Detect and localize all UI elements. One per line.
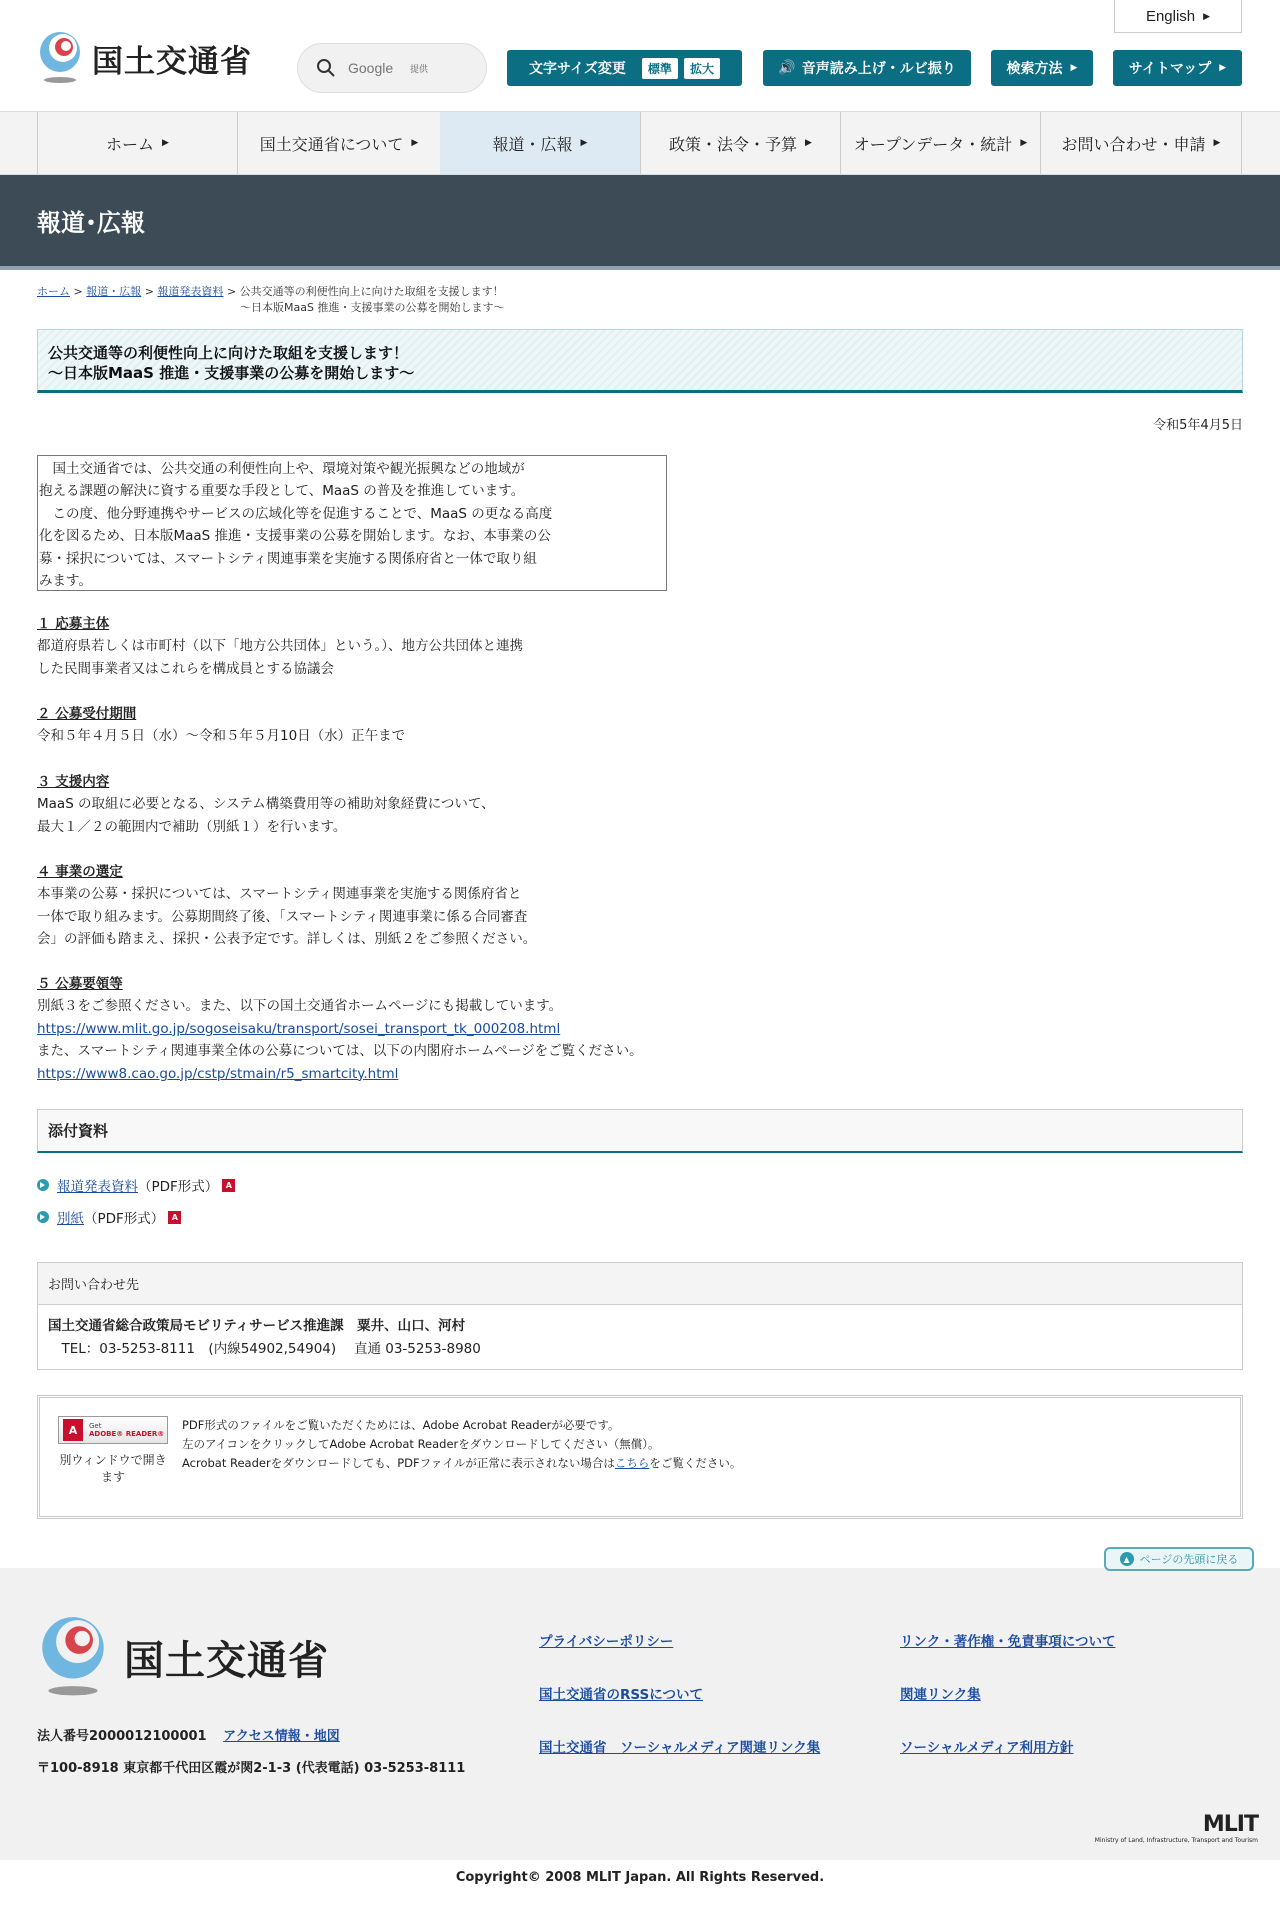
acrobat-line3-post: をご覧ください。 [649,1456,742,1470]
page-title [37,329,1243,393]
privacy-policy-link[interactable]: プライバシーポリシー [539,1634,674,1650]
nav-item-about[interactable] [237,112,440,174]
section-heading: ２ 公募受付期間 [37,706,137,722]
breadcrumb-current: 公共交通等の利便性向上に向けた取組を支援します！ [239,285,504,298]
attachments-heading: 添付資料 [37,1109,1243,1153]
mlit-guideline-link[interactable]: https://www.mlit.go.jp/sogoseisaku/transport/sosei_transport_tk_000208.html [37,1020,561,1037]
rss-link[interactable]: 国土交通省のRSSについて [539,1687,703,1703]
arrow-right-icon: ▶ [1219,63,1227,73]
font-size-label: 文字サイズ変更 [529,61,626,77]
section-guidelines [37,973,643,1085]
back-to-top-button[interactable] [1104,1547,1254,1571]
arrow-right-icon: ▶ [580,138,588,148]
contact-org: 国土交通省総合政策局モビリティサービス推進課 粟井、山口、河村 [48,1318,466,1334]
breadcrumb-current-cont: ～日本版MaaS 推進・支援事業の公募を開始します～ [240,301,505,314]
section-selection [37,861,536,951]
font-size-control [507,50,742,86]
acrobat-notice [37,1395,1243,1519]
nav-item-press[interactable] [440,112,640,174]
intro-line: 国土交通省では、公共交通の利便性向上や、環境対策や観光振興などの地域が [39,461,525,477]
acrobat-help-link[interactable]: こちら [614,1456,650,1470]
global-nav [0,111,1280,175]
section-applicant [37,613,523,680]
publish-date: 令和5年4月5日 [1153,418,1243,433]
site-header [0,0,1280,111]
page-section-title: 報道･広報 [0,175,1280,266]
site-logo[interactable] [36,30,252,86]
corp-number: 法人番号2000012100001 [37,1729,207,1744]
intro-box [37,455,667,591]
acrobat-line1: PDF形式のファイルをご覧いただくためには、Adobe Acrobat Readerが必要です。 [182,1418,620,1432]
section-period [37,703,405,748]
contact-tel: TEL：03-5253-8111 (内線54902,54904) 直通 03-5253-8980 [48,1341,481,1357]
arrow-right-icon: ▶ [805,138,812,148]
acrobat-line3-pre: Acrobat Readerをダウンロードしても、PDFファイルが正常に表示されない場合は [182,1456,615,1470]
search-method-button[interactable] [991,50,1093,86]
badge-name: ADOBE® READER® [89,1430,165,1438]
adobe-reader-icon: A [63,1419,83,1441]
related-links-link[interactable]: 関連リンク集 [900,1687,981,1703]
section-text: 一体で取り組みます。公募期間終了後、「スマートシティ関連事業に係る合同審査 [37,908,528,925]
search-provider-note: 提供 [410,64,429,75]
breadcrumb-press[interactable]: 報道・広報 [86,285,142,298]
social-media-policy-link[interactable]: ソーシャルメディア利用方針 [900,1740,1074,1756]
english-label: English [1145,7,1196,25]
contact-heading: お問い合わせ先 [38,1263,1242,1305]
mlit-mark: MLIT [1202,1812,1258,1837]
logo-text: 国土交通省 [92,43,252,80]
arrow-up-icon: ▲ [1120,1552,1134,1566]
section-heading: ４ 事業の選定 [37,864,123,880]
back-to-top-label: ページの先頭に戻る [1139,1553,1239,1566]
mlit-subtitle: Ministry of Land, Infrastructure, Transport and Tourism [1094,1837,1258,1844]
bullet-arrow-icon [37,1179,49,1191]
contact-box [37,1262,1243,1370]
badge-get: Get [89,1422,102,1430]
search-icon[interactable] [316,58,336,78]
section-text: 最大１／２の範囲内で補助（別紙１）を行います。 [37,818,347,835]
new-window-note: 別ウィンドウで開きます [59,1453,167,1484]
nav-item-label: 報道・広報 [492,134,573,154]
copyright-disclaimer-link[interactable]: リンク・著作権・免責事項について [900,1634,1116,1650]
search-input[interactable] [348,60,468,76]
section-heading: １ 応募主体 [37,616,110,632]
arrow-right-icon: ▶ [1020,138,1028,148]
nav-item-label: ホーム [106,134,155,154]
arrow-right-icon: ▶ [1203,10,1211,21]
social-media-links-link[interactable]: 国土交通省 ソーシャルメディア関連リンク集 [539,1740,821,1756]
section-text: 別紙３をご参照ください。また、以下の国土交通省ホームページにも掲載しています。 [37,998,563,1015]
site-footer [0,1568,1280,1860]
nav-item-label: オープンデータ・統計 [853,134,1013,154]
search-box [297,43,487,93]
page-title-line2: ～日本版MaaS 推進・支援事業の公募を開始します～ [48,364,415,382]
sitemap-label: サイトマップ [1128,61,1212,77]
attachment-format: （PDF形式） [138,1179,219,1195]
footer-logo[interactable] [36,1614,329,1700]
nav-item-contact[interactable] [1040,112,1242,174]
attachment-annex-link[interactable]: 別紙 [57,1211,84,1227]
breadcrumb-home[interactable]: ホーム [37,285,70,298]
intro-line: この度、他分野連携やサービスの広域化等を促進することで、MaaS の更なる高度 [39,505,553,522]
mlit-wordmark [1095,1812,1258,1844]
intro-line: 募・採択については、スマートシティ関連事業を実施する関係府省と一体で取り組 [39,550,537,567]
nav-item-home[interactable] [37,112,237,174]
speech-ruby-label: 音声読み上げ・ルビ振り [801,61,956,77]
intro-line: 抱える課題の解決に資する重要な手段として、MaaS の普及を推進しています。 [39,483,525,500]
section-text: 令和５年４月５日（水）～令和５年５月10日（水）正午まで [37,728,406,745]
cao-smartcity-link[interactable]: https://www8.cao.go.jp/cstp/stmain/r5_smartcity.html [37,1065,399,1082]
arrow-right-icon: ▶ [1213,138,1221,148]
speaker-icon: 🔊 [778,60,796,76]
section-text: 本事業の公募・採択については、スマートシティ関連事業を実施する関係府省と [37,886,522,903]
section-support [37,771,495,838]
arrow-right-icon: ▶ [411,138,419,148]
breadcrumb-separator: > [144,285,158,298]
nav-item-label: 国土交通省について [259,134,404,154]
intro-line: みます。 [39,573,92,590]
section-text: した民間事業者又はこれらを構成員とする協議会 [37,660,334,677]
page-title-line1: 公共交通等の利便性向上に向けた取組を支援します！ [48,344,409,362]
attachment-format: （PDF形式） [84,1211,165,1227]
breadcrumb-separator: > [73,285,87,298]
mlit-logo-icon [36,30,84,86]
copyright: Copyright© 2008 MLIT Japan. All Rights Reserved. [455,1870,825,1885]
section-text: また、スマートシティ関連事業全体の公募については、以下の内閣府ホームページをご覧ください。 [37,1043,643,1060]
acrobat-line2: 左のアイコンをクリックしてAdobe Acrobat Readerをダウンロードしてください（無償）。 [182,1437,660,1451]
speech-ruby-button[interactable] [763,50,971,86]
footer-address: 〒100-8918 東京都千代田区霞が関2-1-3 (代表電話) 03-5253-8111 [37,1761,466,1776]
section-heading: ５ 公募要領等 [37,976,123,992]
breadcrumb-release[interactable]: 報道発表資料 [157,285,224,298]
search-method-label: 検索方法 [1006,61,1063,77]
nav-item-label: お問い合わせ・申請 [1061,134,1206,154]
nav-item-policy[interactable] [640,112,840,174]
arrow-right-icon: ▶ [1070,63,1078,73]
nav-item-label: 政策・法令・予算 [669,134,798,154]
section-text: 都道府県若しくは市町村（以下「地方公共団体」という。）、地方公共団体と連携 [37,638,523,655]
english-button[interactable] [1114,0,1242,33]
breadcrumb [37,284,504,316]
band-divider [0,266,1280,270]
section-heading: ３ 支援内容 [37,774,110,790]
footer-logo-text: 国土交通省 [124,1637,329,1684]
arrow-right-icon: ▶ [162,138,169,148]
attachment-press-release-link[interactable]: 報道発表資料 [57,1179,138,1195]
access-map-link[interactable]: アクセス情報・地図 [223,1729,340,1744]
section-text: MaaS の取組に必要となる、システム構築費用等の補助対象経費について、 [37,796,495,813]
pdf-icon: A [222,1179,235,1192]
font-size-standard-button[interactable]: 標準 [642,58,678,79]
sitemap-button[interactable] [1113,50,1242,86]
font-size-large-button[interactable]: 拡大 [684,58,720,79]
nav-item-opendata[interactable] [840,112,1040,174]
footer-corp-info [37,1725,340,1744]
attachment-item [37,1207,181,1227]
get-adobe-reader-button[interactable] [58,1416,168,1444]
section-text: 会」の評価も踏まえ、採択・公表予定です。詳しくは、別紙２をご参照ください。 [37,931,537,948]
bullet-arrow-icon [37,1211,49,1223]
pdf-icon: A [168,1211,181,1224]
mlit-logo-icon [36,1614,110,1700]
attachment-item [37,1175,235,1195]
intro-line: 化を図るため、日本版MaaS 推進・支援事業の公募を開始します。なお、本事業の公 [39,528,551,545]
breadcrumb-separator: > [226,285,240,298]
